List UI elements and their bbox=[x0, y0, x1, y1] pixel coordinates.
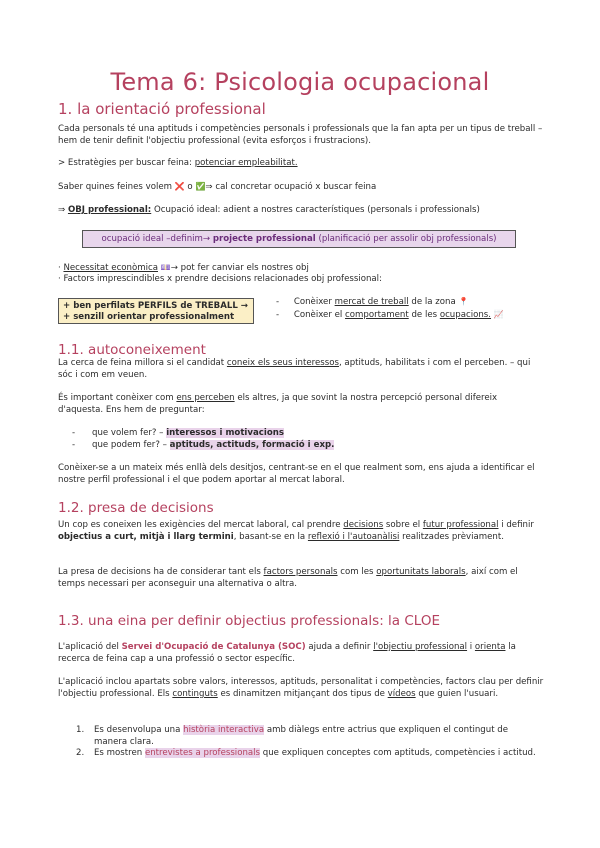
text-underlined: reflexió i l'autoanàlisi bbox=[307, 531, 400, 542]
text: es dinamitzen mitjançant dos tipus de bbox=[217, 688, 388, 699]
text-underlined: factors personals bbox=[263, 567, 338, 577]
text: → pot fer canviar els nostres obj bbox=[170, 263, 309, 273]
highlight-box-projecte bbox=[82, 230, 516, 248]
text: ocupació ideal –definim→ bbox=[101, 234, 213, 244]
text: És important conèixer com bbox=[58, 393, 177, 403]
list-item bbox=[76, 725, 538, 748]
paragraph-intro: Cada personals té una aptituds i competències personals i professionals que la fan apta per un tipus de treball – hem de tenir definit l'objectiu professional (evita esforços i frustracions). bbox=[58, 124, 543, 146]
paragraph-decisions-1 bbox=[58, 520, 544, 543]
text-bold: projecte professional bbox=[212, 234, 316, 244]
list-item: - que volem fer? – interessos i motivacions bbox=[72, 428, 284, 438]
section-heading-autoconeixement: 1.1. autoconeixement bbox=[58, 342, 206, 358]
bullet: · bbox=[58, 263, 64, 273]
box-line: + ben perfilats PERFILS de TREBALL → bbox=[63, 301, 249, 311]
text: de la zona bbox=[408, 297, 459, 307]
text: (planificació per assolir obj professionals) bbox=[315, 234, 497, 244]
text-bold: objectius a curt, mitjà i llarg termini bbox=[58, 531, 234, 542]
check-icon: ✅ bbox=[195, 182, 206, 191]
text: i bbox=[467, 642, 475, 652]
chart-icon: 📈 bbox=[493, 310, 504, 319]
text: que guien l'usuari. bbox=[415, 688, 499, 699]
list-item bbox=[76, 748, 538, 760]
text-underlined: potenciar empleabilitat. bbox=[194, 158, 298, 168]
text: Conèixer el bbox=[293, 310, 346, 320]
text: Conèixer bbox=[293, 297, 335, 307]
text: , així com el temps necessari per aconseguir una alternativa o altra. bbox=[58, 567, 518, 589]
text: els altres, ja que sovint la nostra percepció personal difereix d'aquesta. Ens hem de preguntar: bbox=[58, 393, 498, 415]
text: de les bbox=[408, 310, 440, 320]
text-highlighted: entrevistes a professionals bbox=[144, 748, 261, 759]
text: que podem fer? – bbox=[92, 439, 170, 450]
text: o bbox=[184, 182, 196, 192]
paragraph-obj bbox=[58, 205, 544, 217]
paragraph-autoconeixement-2 bbox=[58, 393, 544, 416]
text: Saber quines feines volem bbox=[58, 182, 175, 192]
money-icon: 💷 bbox=[160, 263, 171, 272]
location-pin-icon: 📍 bbox=[458, 297, 469, 306]
section-heading-cloe: 1.3. una eina per definir objectius professionals: la CLOE bbox=[58, 613, 440, 629]
text-highlighted: interessos i motivacions bbox=[166, 428, 284, 438]
text: Es mostren bbox=[94, 748, 145, 759]
page-title: Tema 6: Psicologia ocupacional bbox=[110, 68, 490, 96]
paragraph-saber bbox=[58, 181, 544, 194]
text: La cerca de feina millora si el candidat bbox=[58, 358, 227, 368]
list-item bbox=[276, 309, 504, 322]
text: Un cop es coneixen les exigències del mercat laboral, cal prendre bbox=[58, 520, 344, 530]
text-underlined: ens perceben bbox=[176, 393, 235, 403]
text-underlined: oportunitats laborals bbox=[376, 567, 466, 577]
text: , basant-se en la bbox=[233, 531, 308, 542]
text: realitzades prèviament. bbox=[399, 531, 504, 542]
text-underlined: continguts bbox=[172, 688, 218, 699]
list-number: 2. bbox=[76, 748, 85, 759]
text-underlined: futur professional bbox=[422, 520, 499, 530]
text: com les bbox=[337, 567, 377, 577]
text-underlined: decisions bbox=[343, 520, 384, 530]
questions-list bbox=[72, 428, 532, 451]
section-heading-presa-decisions: 1.2. presa de decisions bbox=[58, 500, 214, 516]
text-highlighted: història interactiva bbox=[183, 725, 265, 735]
text-underlined: l'objectiu professional bbox=[373, 642, 468, 652]
box-line: + senzill orientar professionalment bbox=[63, 312, 235, 322]
list-number: 1. bbox=[76, 725, 85, 735]
paragraph-cloe-2 bbox=[58, 677, 544, 700]
text-underlined: comportament bbox=[345, 310, 409, 320]
text: que volem fer? – bbox=[92, 428, 167, 438]
text: La presa de decisions ha de considerar tant els bbox=[58, 567, 264, 577]
text: ⇒ cal concretar ocupació x buscar feina bbox=[205, 182, 377, 192]
video-types-list bbox=[76, 725, 538, 760]
text-bold: Servei d'Ocupació de Catalunya (SOC) bbox=[121, 642, 306, 652]
list-item: - que podem fer? – aptituds, actituds, formació i exp. bbox=[72, 439, 335, 450]
paragraph-factors: · Factors imprescindibles x prendre decisions relacionades obj professional: bbox=[58, 274, 382, 284]
paragraph-decisions-2 bbox=[58, 567, 544, 590]
text-underlined: orienta bbox=[474, 642, 506, 652]
text-underlined: ocupacions. bbox=[439, 310, 492, 320]
text: Es desenvolupa una bbox=[94, 725, 184, 735]
text: > Estratègies per buscar feina: bbox=[58, 158, 195, 168]
text: ajuda a definir bbox=[305, 642, 374, 652]
section-heading-orientacio: 1. la orientació professional bbox=[58, 100, 266, 118]
text: amb diàlegs entre actrius que expliquen el contingut de manera clara. bbox=[94, 725, 509, 747]
text-underlined: Necessitat econòmica bbox=[63, 263, 158, 273]
cross-icon: ❌ bbox=[174, 182, 185, 191]
paragraph-strategies bbox=[58, 158, 544, 170]
text: , aptituds, habilitats i com el perceben. – qui sóc i com em veuen. bbox=[58, 358, 531, 380]
dash-marker: - bbox=[276, 310, 280, 320]
text: sobre el bbox=[383, 520, 423, 530]
paragraph-necessitat bbox=[58, 262, 544, 275]
arrow-icon: ⇒ bbox=[58, 205, 68, 215]
highlight-box-perfils bbox=[58, 298, 254, 324]
text-underlined: OBJ professional: bbox=[67, 205, 152, 215]
text: L'aplicació inclou apartats sobre valors, interessos, aptituds, personalitat i competències, factors clau per definir l'objectiu professional. Els bbox=[58, 677, 544, 699]
text-highlighted: aptituds, actituds, formació i exp. bbox=[169, 439, 335, 450]
paragraph-autoconeixement-1 bbox=[58, 358, 544, 381]
text: Ocupació ideal: adient a nostres característiques (personals i professionals) bbox=[151, 205, 480, 215]
list-item bbox=[276, 296, 468, 309]
text: i definir bbox=[498, 520, 534, 530]
paragraph-cloe-1 bbox=[58, 642, 544, 665]
text-underlined: vídeos bbox=[387, 688, 416, 699]
text-underlined: coneix els seus interessos bbox=[226, 358, 339, 368]
paragraph-autoconeixement-3: Conèixer-se a un mateix més enllà dels desitjos, centrant-se en el que realment som, ens ajuda a identificar el nostre perfil professional i el que podem aportar al mercat laboral. bbox=[58, 463, 535, 485]
text: L'aplicació del bbox=[58, 642, 122, 652]
dash-marker: - bbox=[276, 297, 280, 307]
text: la recerca de feina cap a una professió o sector específic. bbox=[58, 642, 516, 664]
text: que expliquen conceptes com aptituds, competències i actitud. bbox=[260, 748, 536, 759]
text-underlined: mercat de treball bbox=[334, 297, 409, 307]
